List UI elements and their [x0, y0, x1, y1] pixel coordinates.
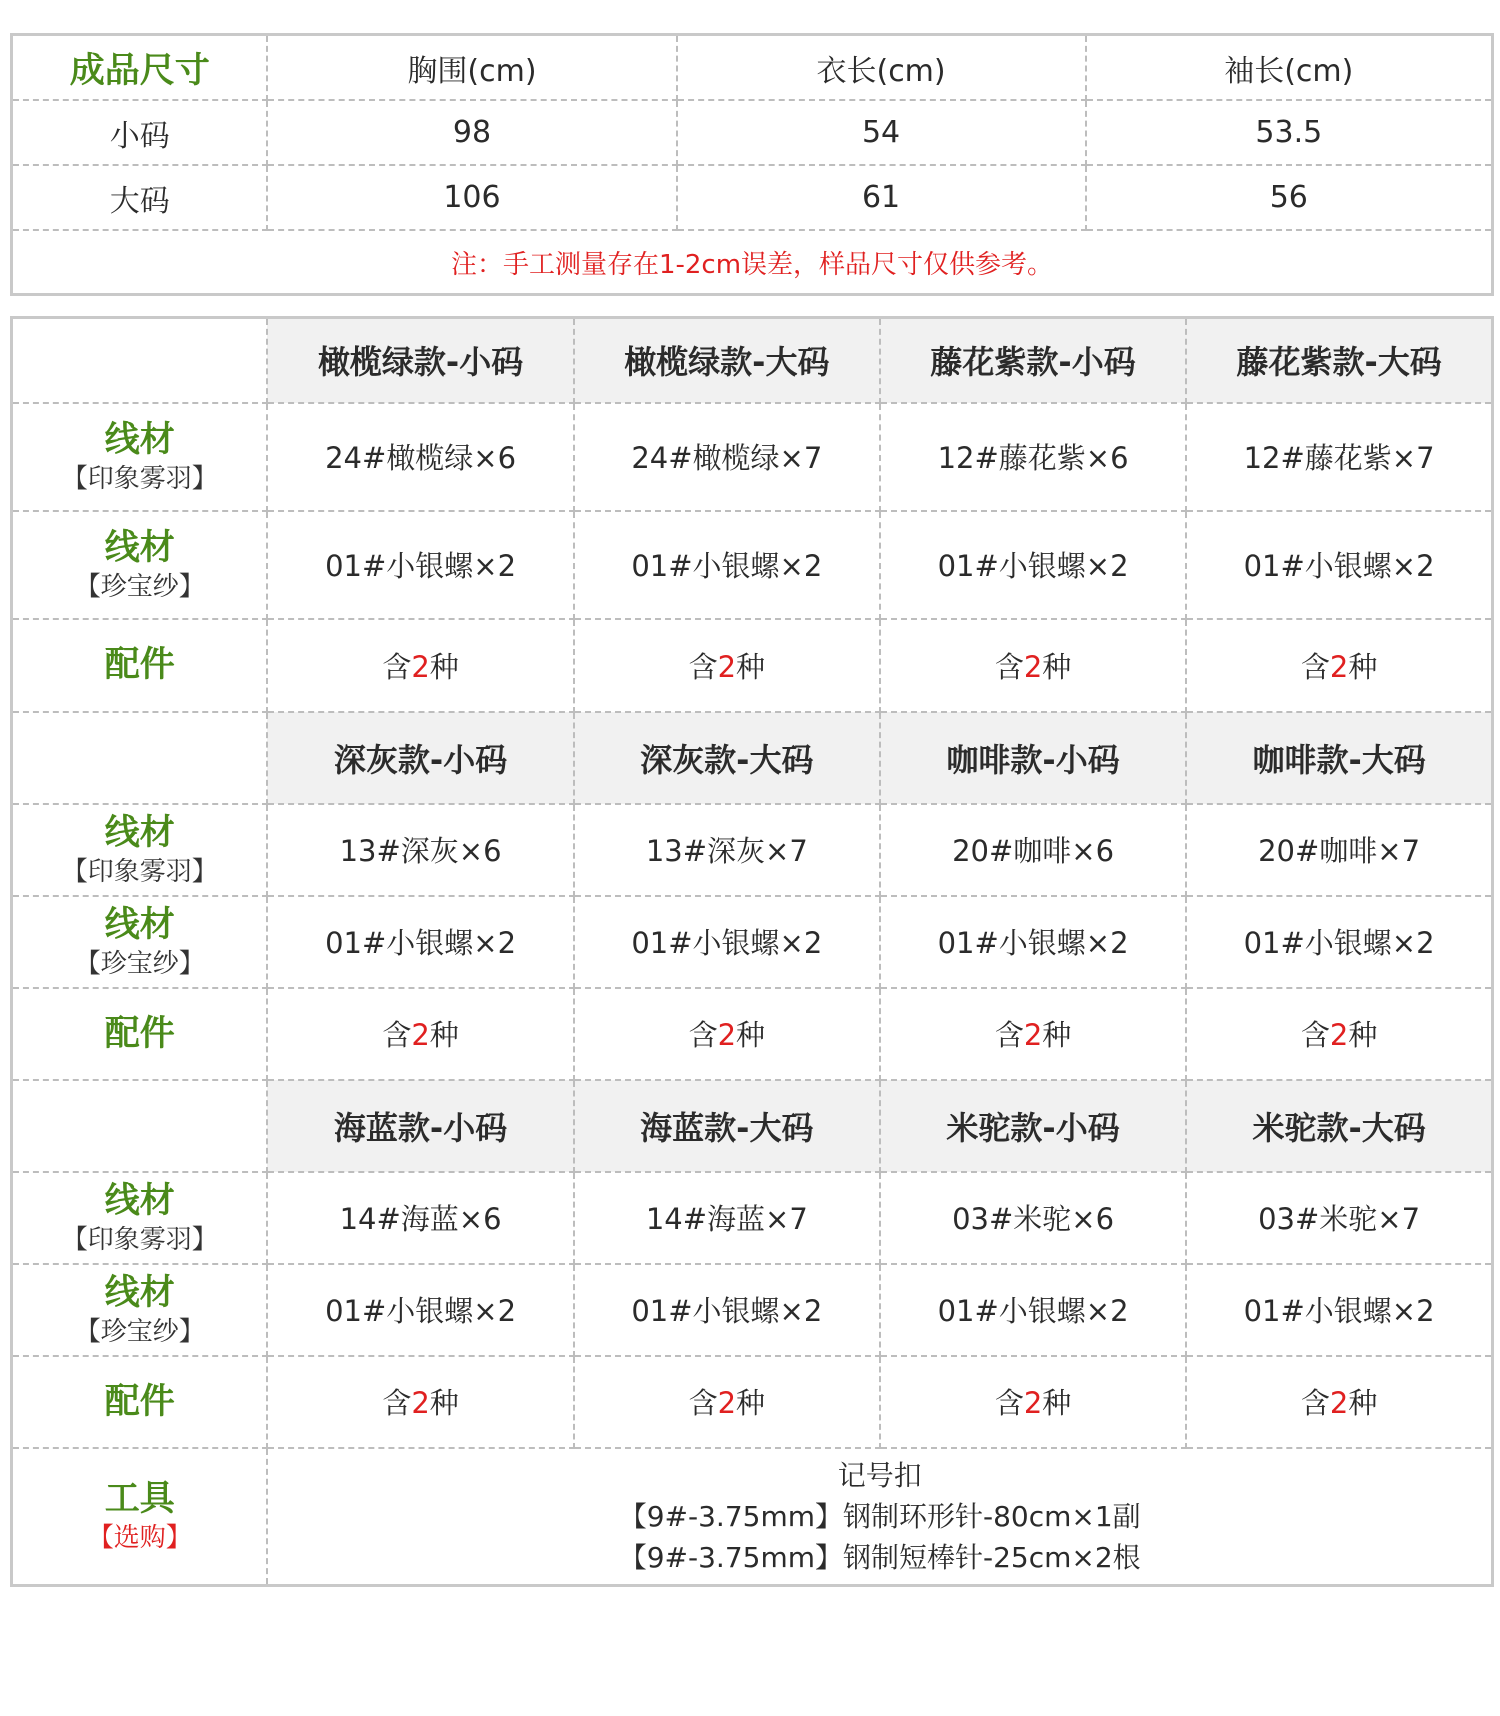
- tools-row: [12, 1448, 1493, 1586]
- yarn-cell: 01#小银螺×2: [267, 511, 573, 619]
- materials-table: [10, 316, 1494, 1587]
- yarn-row-main: [12, 1172, 1493, 1264]
- size-row-large: [12, 165, 1493, 230]
- row-label-cell: [12, 804, 268, 896]
- size-table-title: 成品尺寸: [12, 35, 268, 101]
- size-value: 61: [677, 165, 1086, 230]
- row-label: 线材: [104, 1180, 175, 1221]
- accessory-suffix: 种: [1042, 1018, 1072, 1052]
- row-label-cell: [12, 1448, 268, 1586]
- variant-header-row: [12, 712, 1493, 804]
- tools-line: 记号扣: [837, 1458, 922, 1492]
- variant-header: 米驼款-小码: [880, 1080, 1186, 1172]
- accessory-prefix: 含: [382, 649, 412, 684]
- row-label-cell: [12, 1356, 268, 1448]
- row-label: 线材: [104, 812, 175, 853]
- accessory-count: 2: [411, 649, 430, 684]
- yarn-cell: 14#海蓝×7: [574, 1172, 880, 1264]
- tools-sublabel: 【选购】: [87, 1523, 192, 1554]
- row-sublabel: 【珍宝纱】: [74, 1316, 205, 1347]
- accessory-suffix: 种: [1042, 1386, 1072, 1420]
- accessory-cell: [1186, 988, 1492, 1080]
- size-row-small: [12, 100, 1493, 165]
- variant-header: 海蓝款-大码: [574, 1080, 880, 1172]
- header-corner-cell: [12, 712, 268, 804]
- row-label: 配件: [104, 1013, 175, 1054]
- variant-header-row: [12, 318, 1493, 403]
- yarn-cell: 14#海蓝×6: [267, 1172, 573, 1264]
- variant-header: 米驼款-大码: [1186, 1080, 1492, 1172]
- row-label-cell: [12, 1264, 268, 1356]
- accessory-count: 2: [1023, 1018, 1043, 1052]
- yarn-cell: 12#藤花紫×6: [880, 403, 1186, 511]
- row-label: 线材: [104, 419, 175, 460]
- row-sublabel: 【珍宝纱】: [74, 948, 205, 979]
- accessory-cell: [1186, 619, 1492, 712]
- yarn-cell: 03#米驼×7: [1186, 1172, 1492, 1264]
- accessory-count: 2: [1023, 1386, 1043, 1420]
- yarn-cell: 01#小银螺×2: [267, 1264, 573, 1356]
- row-label-cell: [12, 1172, 268, 1264]
- yarn-cell: 01#小银螺×2: [574, 1264, 880, 1356]
- row-label-cell: [12, 988, 268, 1080]
- row-label: 线材: [104, 904, 175, 945]
- accessory-suffix: 种: [429, 1386, 459, 1420]
- header-corner-cell: [12, 318, 268, 403]
- tools-line: 【9#-3.75mm】钢制短棒针-25cm×2根: [618, 1540, 1141, 1574]
- size-value: 106: [267, 165, 676, 230]
- yarn-cell: 01#小银螺×2: [1186, 511, 1492, 619]
- accessory-prefix: 含: [994, 649, 1024, 684]
- tools-line: 【9#-3.75mm】钢制环形针-80cm×1副: [618, 1499, 1141, 1533]
- accessory-cell: [574, 1356, 880, 1448]
- accessory-prefix: 含: [1300, 649, 1330, 684]
- yarn-cell: 01#小银螺×2: [880, 1264, 1186, 1356]
- accessory-row: [12, 1356, 1493, 1448]
- accessory-prefix: 含: [688, 1386, 718, 1420]
- row-label-cell: [12, 511, 268, 619]
- variant-header: 橄榄绿款-小码: [267, 318, 573, 403]
- row-sublabel: 【印象雾羽】: [61, 856, 218, 887]
- accessory-suffix: 种: [1348, 1386, 1378, 1420]
- measurement-note: 注：手工测量存在1-2cm误差，样品尺寸仅供参考。: [12, 230, 1493, 295]
- yarn-cell: 01#小银螺×2: [880, 511, 1186, 619]
- accessory-count: 2: [717, 1386, 737, 1420]
- accessory-cell: [267, 1356, 573, 1448]
- tools-label: 工具: [104, 1479, 175, 1520]
- accessory-count: 2: [1329, 1018, 1349, 1052]
- variant-header: 深灰款-小码: [267, 712, 573, 804]
- size-table: [10, 33, 1494, 296]
- size-value: 53.5: [1086, 100, 1493, 165]
- accessory-count: 2: [411, 1386, 430, 1420]
- accessory-cell: [267, 988, 573, 1080]
- accessory-count: 2: [1329, 649, 1349, 684]
- accessory-prefix: 含: [994, 1018, 1024, 1052]
- row-label: 配件: [104, 645, 175, 685]
- column-header-bust: 胸围(cm): [267, 35, 676, 101]
- yarn-cell: 13#深灰×6: [267, 804, 573, 896]
- column-header-length: 衣长(cm): [677, 35, 1086, 101]
- yarn-cell: 01#小银螺×2: [1186, 896, 1492, 988]
- yarn-row-main: [12, 804, 1493, 896]
- yarn-cell: 24#橄榄绿×6: [267, 403, 573, 511]
- variant-header: 海蓝款-小码: [267, 1080, 573, 1172]
- row-label: 线材: [104, 1272, 175, 1313]
- accessory-prefix: 含: [688, 649, 718, 684]
- size-label: 小码: [12, 100, 268, 165]
- column-header-sleeve: 袖长(cm): [1086, 35, 1493, 101]
- accessory-prefix: 含: [1300, 1386, 1330, 1420]
- accessory-cell: [880, 619, 1186, 712]
- yarn-cell: 01#小银螺×2: [574, 511, 880, 619]
- accessory-row: [12, 988, 1493, 1080]
- accessory-cell: [574, 988, 880, 1080]
- accessory-prefix: 含: [994, 1386, 1024, 1420]
- size-value: 56: [1086, 165, 1493, 230]
- yarn-row-accent: [12, 511, 1493, 619]
- size-value: 54: [677, 100, 1086, 165]
- variant-header: 藤花紫款-小码: [880, 318, 1186, 403]
- variant-header-row: [12, 1080, 1493, 1172]
- accessory-count: 2: [1329, 1386, 1349, 1420]
- row-label: 线材: [104, 527, 175, 568]
- row-sublabel: 【珍宝纱】: [74, 571, 205, 602]
- accessory-prefix: 含: [382, 1386, 412, 1420]
- header-corner-cell: [12, 1080, 268, 1172]
- accessory-count: 2: [717, 1018, 737, 1052]
- yarn-cell: 24#橄榄绿×7: [574, 403, 880, 511]
- materials-body: [12, 318, 1493, 1586]
- accessory-cell: [880, 1356, 1186, 1448]
- accessory-suffix: 种: [429, 649, 459, 684]
- accessory-cell: [574, 619, 880, 712]
- variant-header: 咖啡款-小码: [880, 712, 1186, 804]
- accessory-suffix: 种: [429, 1018, 459, 1052]
- accessory-row: [12, 619, 1493, 712]
- yarn-row-main: [12, 403, 1493, 511]
- accessory-suffix: 种: [1348, 649, 1378, 684]
- accessory-cell: [267, 619, 573, 712]
- accessory-count: 2: [717, 649, 737, 684]
- accessory-cell: [1186, 1356, 1492, 1448]
- yarn-cell: 03#米驼×6: [880, 1172, 1186, 1264]
- accessory-prefix: 含: [382, 1018, 412, 1052]
- accessory-prefix: 含: [1300, 1018, 1330, 1052]
- yarn-cell: 01#小银螺×2: [574, 896, 880, 988]
- accessory-suffix: 种: [1042, 649, 1072, 684]
- variant-header: 咖啡款-大码: [1186, 712, 1492, 804]
- variant-header: 深灰款-大码: [574, 712, 880, 804]
- row-sublabel: 【印象雾羽】: [61, 1224, 218, 1255]
- variant-header: 橄榄绿款-大码: [574, 318, 880, 403]
- accessory-suffix: 种: [736, 1018, 766, 1052]
- yarn-cell: 20#咖啡×7: [1186, 804, 1492, 896]
- row-label-cell: [12, 619, 268, 712]
- row-sublabel: 【印象雾羽】: [61, 463, 218, 494]
- note-row: [12, 230, 1493, 295]
- yarn-cell: 01#小银螺×2: [1186, 1264, 1492, 1356]
- accessory-prefix: 含: [688, 1018, 718, 1052]
- row-label-cell: [12, 403, 268, 511]
- row-label: 配件: [104, 1381, 175, 1422]
- yarn-row-accent: [12, 1264, 1493, 1356]
- accessory-suffix: 种: [1348, 1018, 1378, 1052]
- yarn-cell: 20#咖啡×6: [880, 804, 1186, 896]
- accessory-count: 2: [411, 1018, 430, 1052]
- yarn-row-accent: [12, 896, 1493, 988]
- variant-header: 藤花紫款-大码: [1186, 318, 1492, 403]
- yarn-cell: 01#小银螺×2: [880, 896, 1186, 988]
- accessory-suffix: 种: [736, 649, 766, 684]
- yarn-cell: 12#藤花紫×7: [1186, 403, 1492, 511]
- size-value: 98: [267, 100, 676, 165]
- yarn-cell: 13#深灰×7: [574, 804, 880, 896]
- size-header-row: [12, 35, 1493, 101]
- row-label-cell: [12, 896, 268, 988]
- tools-cell: [267, 1448, 1492, 1586]
- accessory-count: 2: [1023, 649, 1043, 684]
- yarn-cell: 01#小银螺×2: [267, 896, 573, 988]
- accessory-suffix: 种: [736, 1386, 766, 1420]
- accessory-cell: [880, 988, 1186, 1080]
- size-label: 大码: [12, 165, 268, 230]
